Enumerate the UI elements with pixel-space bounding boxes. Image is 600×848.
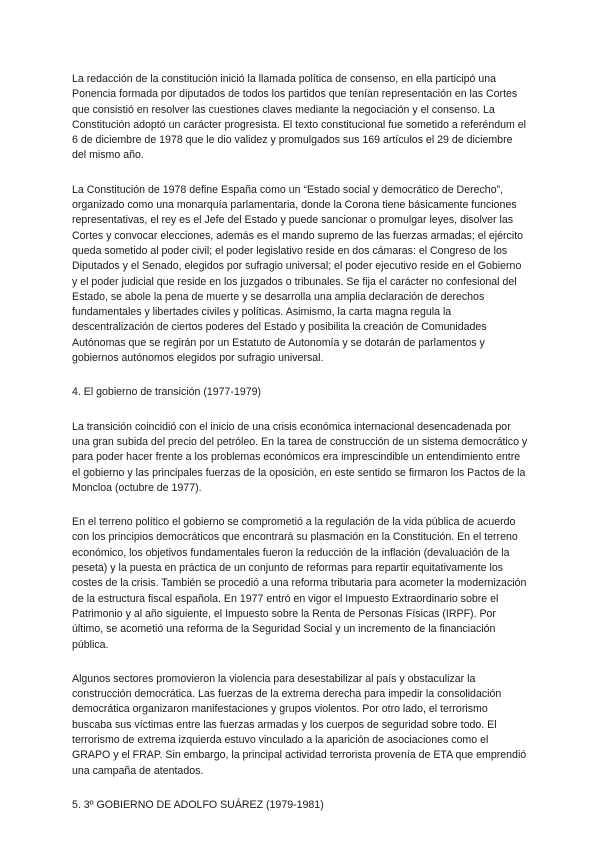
paragraph-constitution-1978: La Constitución de 1978 define España como un “Estado social y democrático de Derecho”, organizado como una monarquía parlamentaria, donde la Corona tiene básicamente funciones representativas, el rey es el Jefe del Estado y puede sancionar o promulgar leyes, disolver las Cortes y convocar elecciones, además es el mando supremo de las fuerzas armadas; el ejército queda sometido al poder civil; el poder legislativo reside en dos cámaras: el Congreso de los Diputados y el Senado, elegidos por sufragio universal; el poder ejecutivo reside en el Gobierno y el poder judicial que reside en los juzgados o tribunales. Se fija el carácter no confesional del Estado, se abole la pena de muerte y se desarrolla una amplia declaración de derechos fundamentales y libertades civiles y políticas. Asimismo, la carta magna regula la descentralización de ciertos poderes del Estado y posibilita la creación de Comunidades Autónomas que se regirán por un Estatuto de Autonomía y se dotarán de parlamentos y gobiernos autónomos elegidos por sufragio universal. — [72, 183, 524, 365]
paragraph-political-economic-reforms: En el terreno político el gobierno se comprometió a la regulación de la vida pública de acuerdo con los principios democráticos que encontrará su plasmación en la Constitución. En el terreno económico, los objetivos fundamentales fueron la reducción de la inflación (devaluación de la peseta) y la puesta en práctica de un conjunto de reformas para repartir equitativamente los costes de la crisis. También se procedió a una reforma tributaria para acometer la modernización de la estructura fiscal española. En 1977 entró en vigor el Impuesto Extraordinario sobre el Patrimonio y al año siguiente, el Impuesto sobre la Renta de Personas Físicas (IRPF). Por último, se acometió una reforma de la Seguridad Social y un incremento de la financiación pública. — [72, 516, 527, 651]
document-page — [72, 72, 528, 813]
section-heading-transition-government: 4. El gobierno de transición (1977-1979) — [72, 386, 262, 399]
paragraph-constitution-drafting: La redacción de la constitución inició la llamada política de consenso, en ella participó una Ponencia formada por diputados de todos los partidos que tenían representación en las Cortes que consistió en resolver las cuestiones claves mediante la negociación y el consenso. La Constitución adoptó un carácter progresista. El texto constitucional fue sometido a referéndum el 6 de diciembre de 1978 que le dio validez y promulgados sus 169 artículos el 29 de diciembre del mismo año. — [72, 73, 527, 162]
paragraph-economic-crisis: La transición coincidió con el inicio de una crisis económica internacional desencadenada por una gran subida del precio del petróleo. En la tarea de construcción de un sistema democrático y para poder hacer frente a los problemas económicos era imprescindible un entendimiento entre el gobierno y las principales fuerzas de la oposición, en este sentido se firmaron los Pactos de la Moncloa (octubre de 1977). — [72, 420, 528, 494]
section-heading-third-suarez-government: 5. 3º GOBIERNO DE ADOLFO SUÁREZ (1979-1981) — [72, 798, 324, 811]
paragraph-violence-terrorism: Algunos sectores promovieron la violencia para desestabilizar al país y obstaculizar la construcción democrática. Las fuerzas de la extrema derecha para impedir la consolidación democrática organizaron manifestaciones y grupos violentos. Por otro lado, el terrorismo buscaba sus víctimas entre las fuerzas armadas y los cuerpos de seguridad sobre todo. El terrorismo de extrema izquierda estuvo vinculado a la aparición de asociaciones como el GRAPO y el FRAP. Sin embargo, la principal actividad terrorista provenía de ETA que emprendió una campaña de atentados. — [72, 672, 527, 777]
